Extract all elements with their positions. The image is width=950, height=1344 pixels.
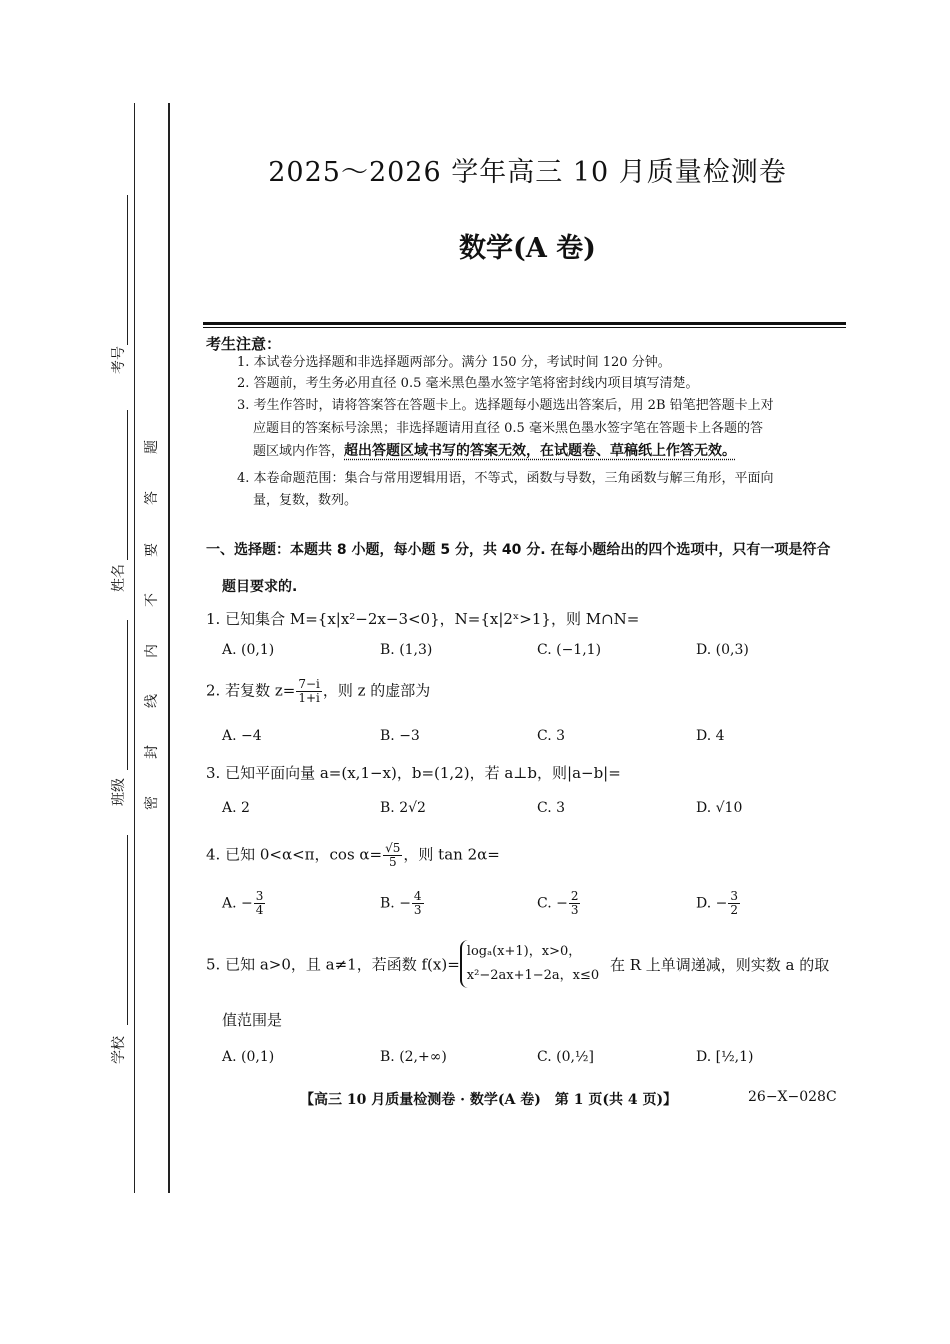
- opt-sign: C. −: [537, 895, 568, 912]
- exam-title: 2025～2026 学年高三 10 月质量检测卷: [268, 157, 787, 188]
- label-kaohao: 考号: [111, 346, 127, 374]
- q3-option-d: D. √10: [696, 800, 743, 816]
- notice-item-1: 1. 本试卷分选择题和非选择题两部分。满分 150 分，考试时间 120 分钟。: [237, 355, 671, 370]
- frac-num: 7−i: [298, 677, 320, 691]
- q4-option-d: [696, 890, 741, 917]
- opt-sign: B. −: [380, 895, 411, 912]
- q4-prefix: 4. 已知 0<α<π，cos α=: [206, 845, 383, 864]
- q5-suffix: 在 R 上单调递减，则实数 a 的取: [609, 955, 830, 974]
- section-heading: 一、选择题：本题共 8 小题，每小题 5 分，共 40 分. 在每小题给出的四个选项中，只有一项是符合: [206, 542, 831, 558]
- rule-thin: [203, 327, 846, 328]
- q4-fraction: [383, 842, 402, 869]
- binding-line-inner: [168, 103, 170, 1193]
- page-footer: 【高三 10 月质量检测卷 · 数学(A 卷) 第 1 页(共 4 页)】: [300, 1092, 678, 1108]
- q2-option-b: B. −3: [380, 728, 420, 744]
- opt-frac: [728, 890, 740, 917]
- q1-option-a: A. (0,1): [222, 642, 275, 658]
- q3-option-a: A. 2: [222, 800, 250, 816]
- notice-item-4-cont: 量，复数，数列。: [253, 493, 358, 508]
- seal-char: 不: [144, 593, 160, 607]
- q2-option-d: D. 4: [696, 728, 725, 744]
- frac-den: 1+i: [298, 691, 320, 705]
- notice-item-3-cont: 应题目的答案标号涂黑；非选择题请用直径 0.5 毫米黑色墨水签字笔在答题卡上各题的答: [253, 421, 763, 436]
- frac-den: 4: [255, 903, 264, 917]
- notice-text: 题区域内作答，: [253, 444, 345, 459]
- exam-subtitle: 数学(A 卷): [459, 233, 596, 264]
- frac-den: 5: [388, 855, 397, 869]
- q3-option-c: C. 3: [537, 800, 566, 816]
- q2-option-c: C. 3: [537, 728, 566, 744]
- frac-num: 3: [255, 889, 264, 903]
- q1-option-c: C. (−1,1): [537, 642, 602, 658]
- q4-option-a: [222, 890, 266, 917]
- q4-option-b: [380, 890, 425, 917]
- q4-suffix: ，则 tan 2α=: [403, 845, 500, 864]
- label-banji: 班级: [111, 778, 127, 806]
- notice-item-2: 2. 答题前，考生务必用直径 0.5 毫米黑色墨水签字笔将密封线内项目填写清楚。: [237, 376, 699, 391]
- seal-char: 封: [144, 745, 160, 759]
- case-1: logₐ(x+1)，x>0，: [466, 944, 582, 959]
- q2-suffix: ，则 z 的虚部为: [322, 681, 431, 700]
- q2-fraction: [296, 678, 322, 705]
- q5-piecewise: [460, 940, 599, 988]
- q5-option-b: B. (2,+∞): [380, 1049, 447, 1065]
- frac-num: 3: [730, 889, 738, 903]
- field-line-xuexiao: [127, 835, 128, 1025]
- notice-item-3: 3. 考生作答时，请将答案答在答题卡上。选择题每小题选出答案后，用 2B 铅笔把答题卡上对: [237, 398, 774, 413]
- q5-option-c: C. (0,½]: [537, 1049, 594, 1065]
- q1-option-d: D. (0,3): [696, 642, 749, 658]
- seal-char: 内: [144, 644, 160, 658]
- seal-char: 题: [144, 440, 160, 454]
- question-2-stem: [206, 678, 430, 705]
- q2-option-a: A. −4: [222, 728, 262, 744]
- seal-char: 线: [144, 694, 160, 708]
- q2-prefix: 2. 若复数 z=: [206, 681, 296, 700]
- q4-option-c: [537, 890, 581, 917]
- frac-num: 2: [570, 889, 579, 903]
- q3-option-b: B. 2√2: [380, 800, 426, 816]
- section-heading-cont: 题目要求的.: [222, 579, 298, 595]
- q5-option-a: A. (0,1): [222, 1049, 275, 1065]
- opt-sign: A. −: [222, 895, 253, 912]
- case-2: x²−2ax+1−2a，x≤0: [466, 968, 600, 983]
- q5-prefix: 5. 已知 a>0，且 a≠1，若函数 f(x)=: [206, 955, 460, 974]
- seal-char: 要: [144, 543, 160, 557]
- frac-den: 3: [570, 903, 579, 917]
- q5-option-d: D. [½,1): [696, 1049, 754, 1065]
- seal-char: 密: [144, 796, 160, 810]
- q1-option-b: B. (1,3): [380, 642, 433, 658]
- question-3-stem: 3. 已知平面向量 a=(x,1−x)，b=(1,2)，若 a⊥b，则|a−b|=: [206, 764, 621, 782]
- opt-sign: D. −: [696, 895, 728, 912]
- seal-char: 答: [144, 491, 160, 505]
- frac-den: 3: [413, 903, 422, 917]
- notice-heading: 考生注意：: [206, 335, 282, 353]
- rule-thick: [203, 322, 846, 325]
- question-5-stem-cont: 值范围是: [222, 1011, 283, 1029]
- field-line-xingming: [127, 410, 128, 560]
- notice-item-3-cont2: [253, 441, 853, 462]
- label-xingming: 姓名: [111, 564, 127, 592]
- binding-line-outer: [134, 103, 135, 1193]
- opt-frac: [569, 890, 581, 917]
- label-xuexiao: 学校: [111, 1036, 127, 1064]
- opt-frac: [254, 890, 266, 917]
- opt-frac: [412, 890, 424, 917]
- question-1-stem: 1. 已知集合 M={x|x²−2x−3<0}，N={x|2ˣ>1}，则 M∩N=: [206, 610, 640, 628]
- notice-emphasis: 超出答题区域书写的答案无效，在试题卷、草稿纸上作答无效。: [344, 443, 737, 459]
- question-4-stem: [206, 842, 500, 869]
- frac-den: 2: [730, 903, 738, 917]
- notice-item-4: 4. 本卷命题范围：集合与常用逻辑用语，不等式，函数与导数，三角函数与解三角形，平面向: [237, 471, 774, 486]
- frac-num: √5: [385, 841, 401, 855]
- field-line-kaohao: [127, 195, 128, 345]
- paper-code: 26−X−028C: [748, 1089, 837, 1105]
- frac-num: 4: [413, 889, 422, 903]
- field-line-banji: [127, 620, 128, 770]
- question-5-stem: [206, 940, 829, 988]
